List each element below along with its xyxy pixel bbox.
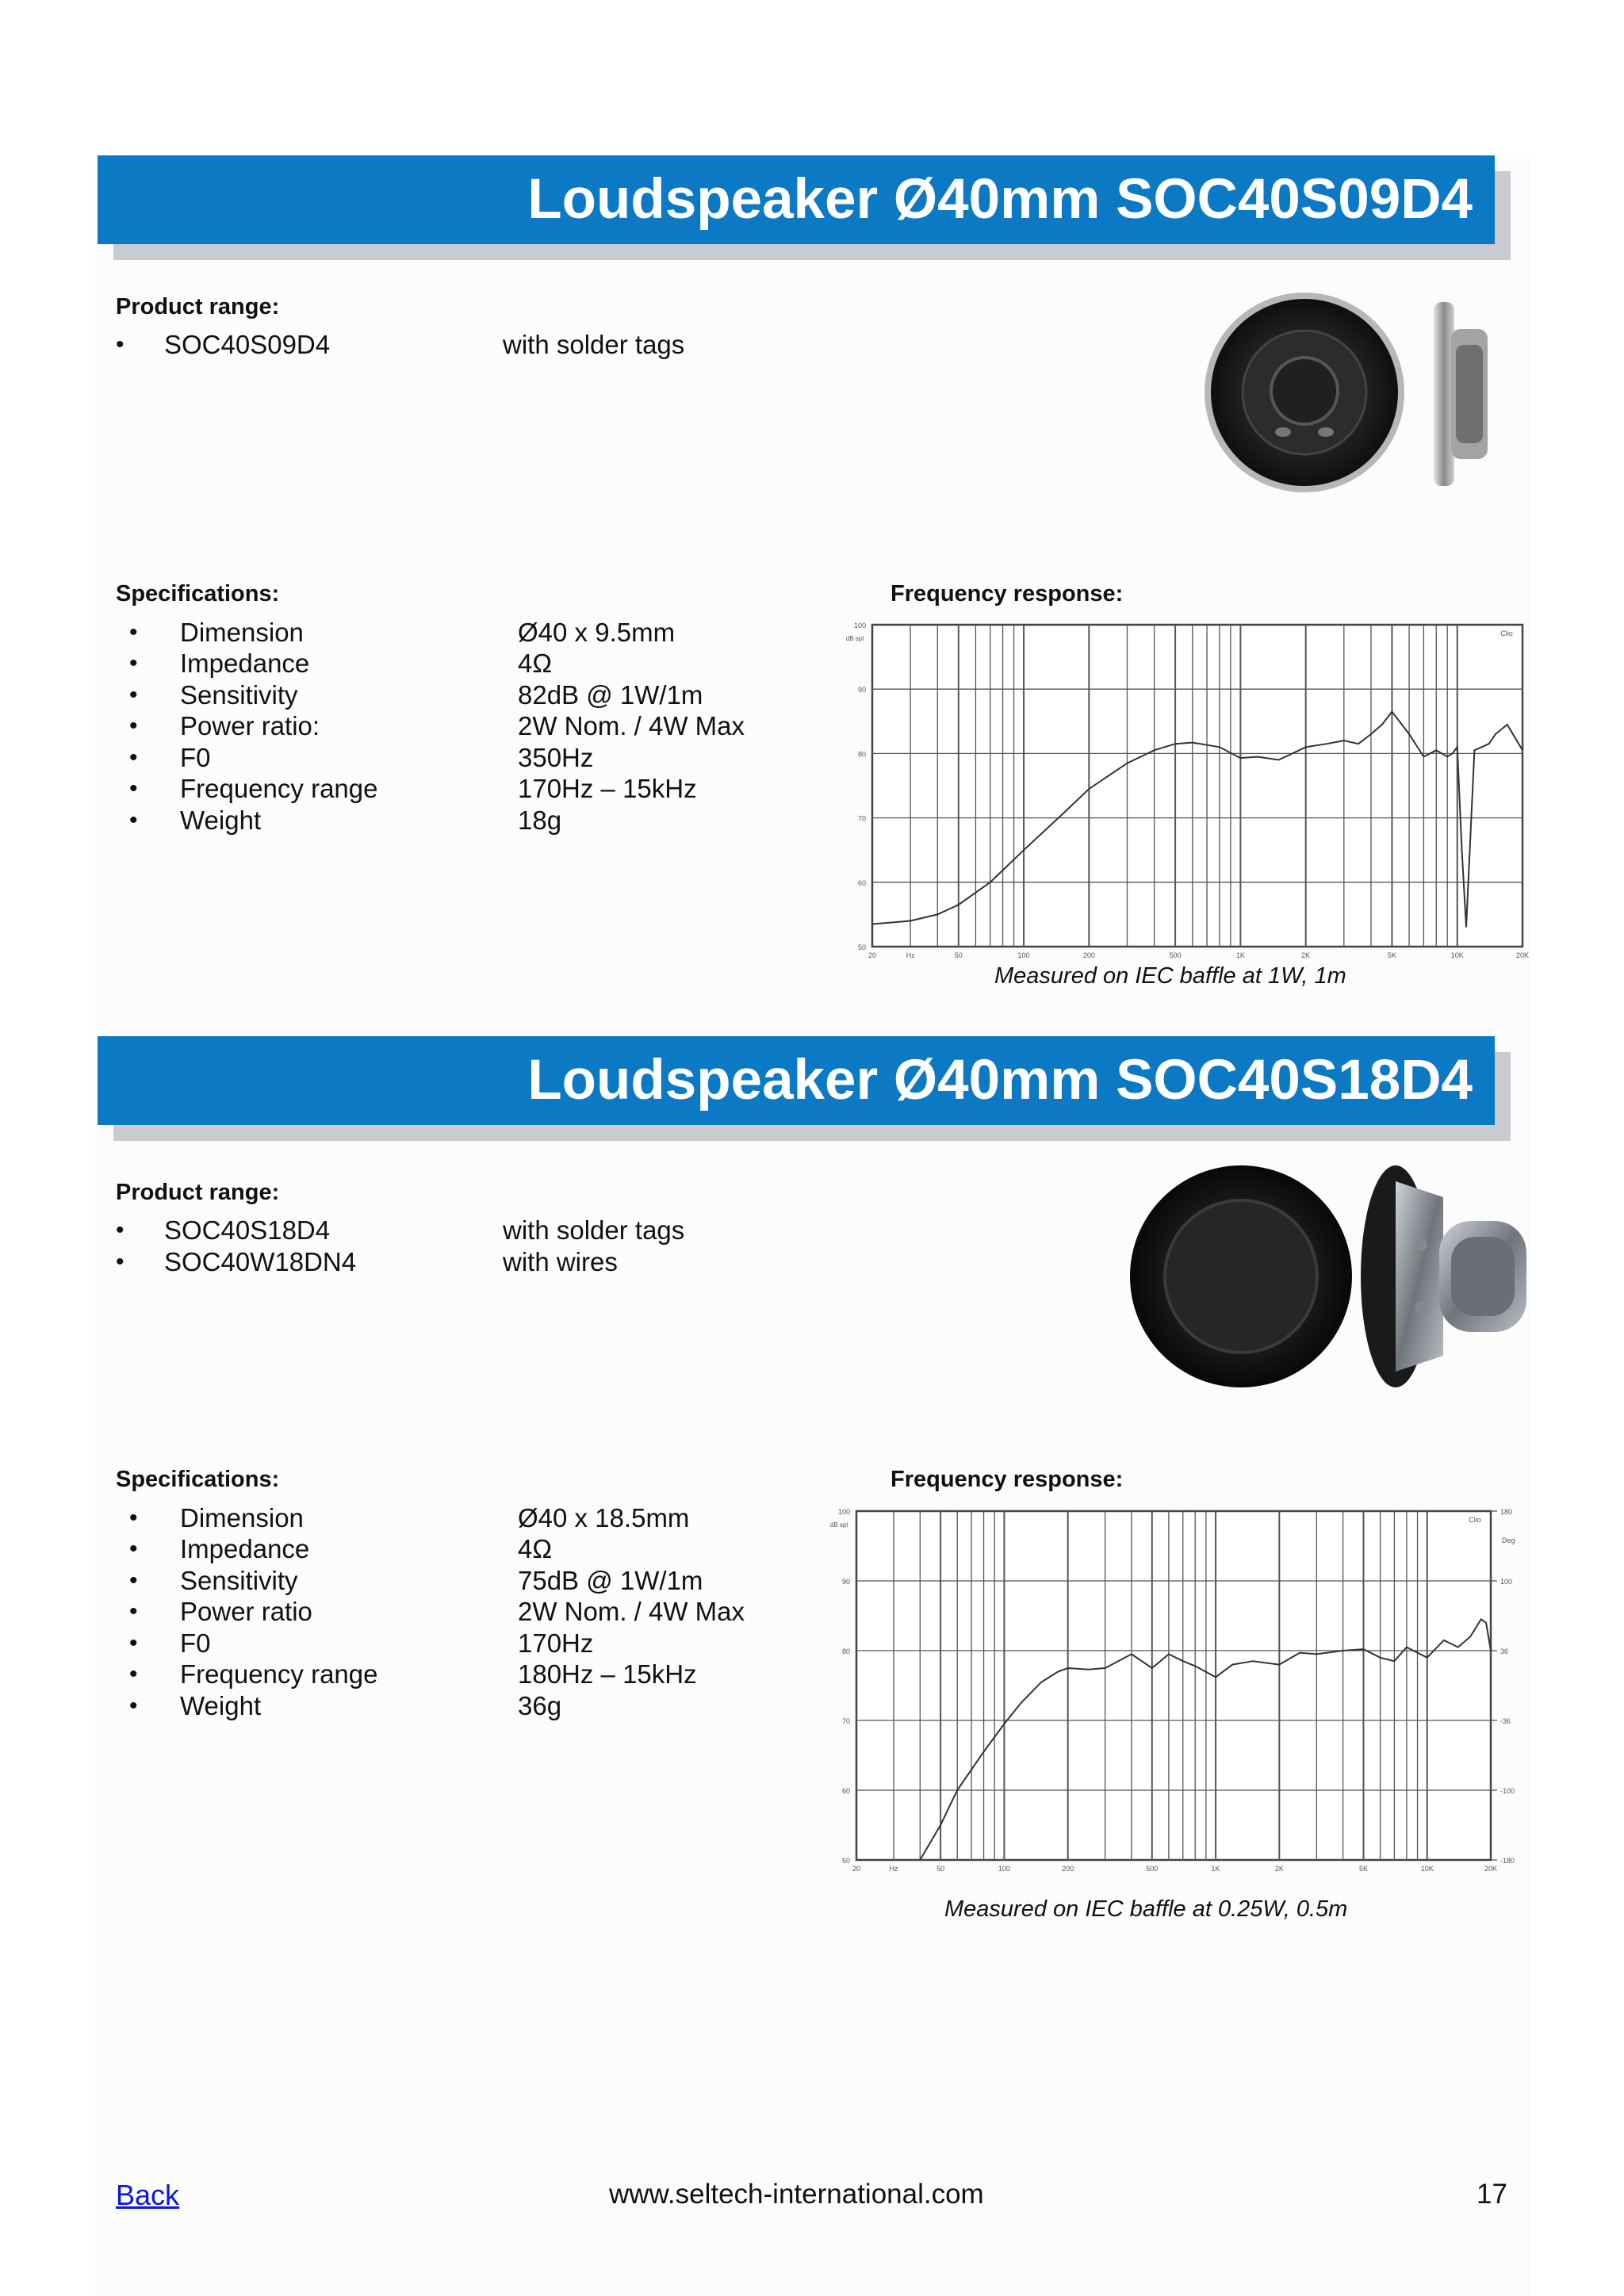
y-tick-label: 90 [841,1578,850,1586]
x-tick-label: 2K [1301,951,1311,959]
bullet: • [129,619,138,645]
frequency-response-heading: Frequency response: [891,581,1124,607]
x-tick-label: Hz [906,951,915,959]
spec-name: F0 [180,743,211,772]
y-tick-label: 100 [853,622,866,629]
y-tick-label: 50 [857,943,866,951]
bullet: • [129,775,138,802]
bullet: • [129,650,138,676]
y-tick-label: 70 [841,1717,850,1725]
frequency-response-heading: Frequency response: [891,1467,1124,1492]
y-tick-label: 60 [857,878,866,887]
spec-value: 4Ω [518,649,553,678]
bullet: • [129,1661,138,1687]
spec-name: Impedance [180,649,310,678]
bullet: • [129,1630,138,1656]
y-tick-label: 80 [841,1647,850,1655]
chart-caption: Measured on IEC baffle at 1W, 1m [994,963,1346,989]
y2-tick-label: 36 [1500,1647,1509,1655]
x-tick-label: 1K [1211,1865,1220,1873]
range-description: with solder tags [503,1215,685,1245]
spec-value: 75dB @ 1W/1m [518,1566,703,1595]
spec-value: 180Hz – 15kHz [518,1659,697,1689]
spec-value: 82dB @ 1W/1m [518,680,703,710]
x-tick-label: 20 [868,951,877,959]
y-axis-label: dB spl [829,1521,848,1529]
chart-brand-label: Clio [1500,629,1513,637]
loudspeaker-photo-small [1189,274,1538,511]
range-description: with solder tags [503,330,685,359]
y-tick-label: 50 [841,1857,850,1865]
spec-value: 2W Nom. / 4W Max [518,1597,745,1626]
bullet: • [116,1249,124,1275]
bullet: • [129,1505,138,1531]
spec-name: Weight [180,1691,262,1720]
x-tick-label: 20 [852,1865,861,1873]
range-description: with wires [503,1247,618,1276]
loudspeaker-photo-large [1126,1158,1538,1395]
x-tick-label: 500 [1146,1865,1159,1873]
product-title-banner: Loudspeaker Ø40mm SOC40S09D4 [98,155,1495,244]
spec-name: Frequency range [180,1659,378,1689]
x-tick-label: 1K [1235,951,1245,959]
x-tick-label: 20K [1484,1865,1498,1873]
x-tick-label: 100 [998,1865,1010,1873]
x-tick-label: 100 [1017,951,1030,959]
y-tick-label: 60 [841,1787,850,1795]
product-range-heading: Product range: [116,1180,280,1205]
bullet: • [129,1598,138,1624]
spec-value: 36g [518,1691,562,1720]
x-tick-label: 500 [1169,951,1182,959]
frequency-response-chart [825,610,1538,967]
y2-axis-label: Deg [1502,1536,1515,1544]
frequency-response-chart [825,1497,1538,1893]
back-link[interactable]: Back [116,2179,180,2211]
bullet: • [129,1536,138,1562]
spec-name: Dimension [180,1503,304,1533]
spec-name: Power ratio: [180,711,320,740]
bullet: • [116,1217,124,1243]
footer-website-url: www.seltech-international.com [609,2179,984,2210]
plot-frame [872,625,1522,947]
spec-value: 2W Nom. / 4W Max [518,711,745,740]
y-axis-label: dB spl [845,635,864,642]
y-tick-label: 90 [857,686,866,695]
x-tick-label: 50 [936,1865,945,1873]
spec-value: 170Hz [518,1628,594,1658]
bullet: • [129,713,138,739]
spec-value: 170Hz – 15kHz [518,774,697,803]
x-tick-label: 20K [1515,951,1530,959]
spec-name: Power ratio [180,1597,312,1626]
y2-tick-label: 180 [1500,1508,1513,1516]
page-number: 17 [1477,2179,1507,2210]
y-tick-label: 70 [857,814,866,823]
x-tick-label: 200 [1082,951,1095,959]
bullet: • [129,1567,138,1594]
spec-name: Sensitivity [180,680,298,710]
spec-name: Weight [180,806,262,835]
range-model: SOC40W18DN4 [164,1247,357,1276]
x-tick-label: 5K [1387,951,1396,959]
spec-name: F0 [180,1628,211,1658]
specifications-heading: Specifications: [116,581,280,607]
y-tick-label: 100 [837,1508,850,1516]
spec-name: Sensitivity [180,1566,298,1595]
spec-value: 350Hz [518,743,594,772]
bullet: • [129,1693,138,1719]
product-title-banner: Loudspeaker Ø40mm SOC40S18D4 [98,1036,1495,1125]
y2-tick-label: 100 [1500,1578,1513,1586]
y-tick-label: 80 [857,750,866,759]
bullet: • [129,807,138,833]
range-model: SOC40S18D4 [164,1215,331,1245]
chart-caption: Measured on IEC baffle at 0.25W, 0.5m [944,1896,1348,1922]
x-tick-label: 2K [1274,1865,1284,1873]
bullet: • [129,744,138,771]
x-tick-label: 10K [1420,1865,1434,1873]
spec-value: 4Ω [518,1534,553,1563]
y2-tick-label: -180 [1500,1857,1515,1865]
plot-frame [856,1511,1491,1860]
x-tick-label: 5K [1358,1865,1368,1873]
x-tick-label: 10K [1450,951,1464,959]
y2-tick-label: -100 [1500,1787,1515,1795]
spec-value: Ø40 x 9.5mm [518,618,676,647]
spec-value: 18g [518,806,562,835]
chart-brand-label: Clio [1469,1516,1481,1524]
product-range-heading: Product range: [116,294,280,320]
bullet: • [129,682,138,708]
spec-name: Impedance [180,1534,310,1563]
bullet: • [116,331,124,358]
x-tick-label: Hz [889,1865,898,1873]
spec-value: Ø40 x 18.5mm [518,1503,690,1533]
specifications-heading: Specifications: [116,1467,280,1492]
x-tick-label: 200 [1062,1865,1074,1873]
range-model: SOC40S09D4 [164,330,331,359]
spec-name: Dimension [180,618,304,647]
spec-name: Frequency range [180,774,378,803]
y2-tick-label: -36 [1500,1717,1511,1725]
x-tick-label: 50 [954,951,963,959]
